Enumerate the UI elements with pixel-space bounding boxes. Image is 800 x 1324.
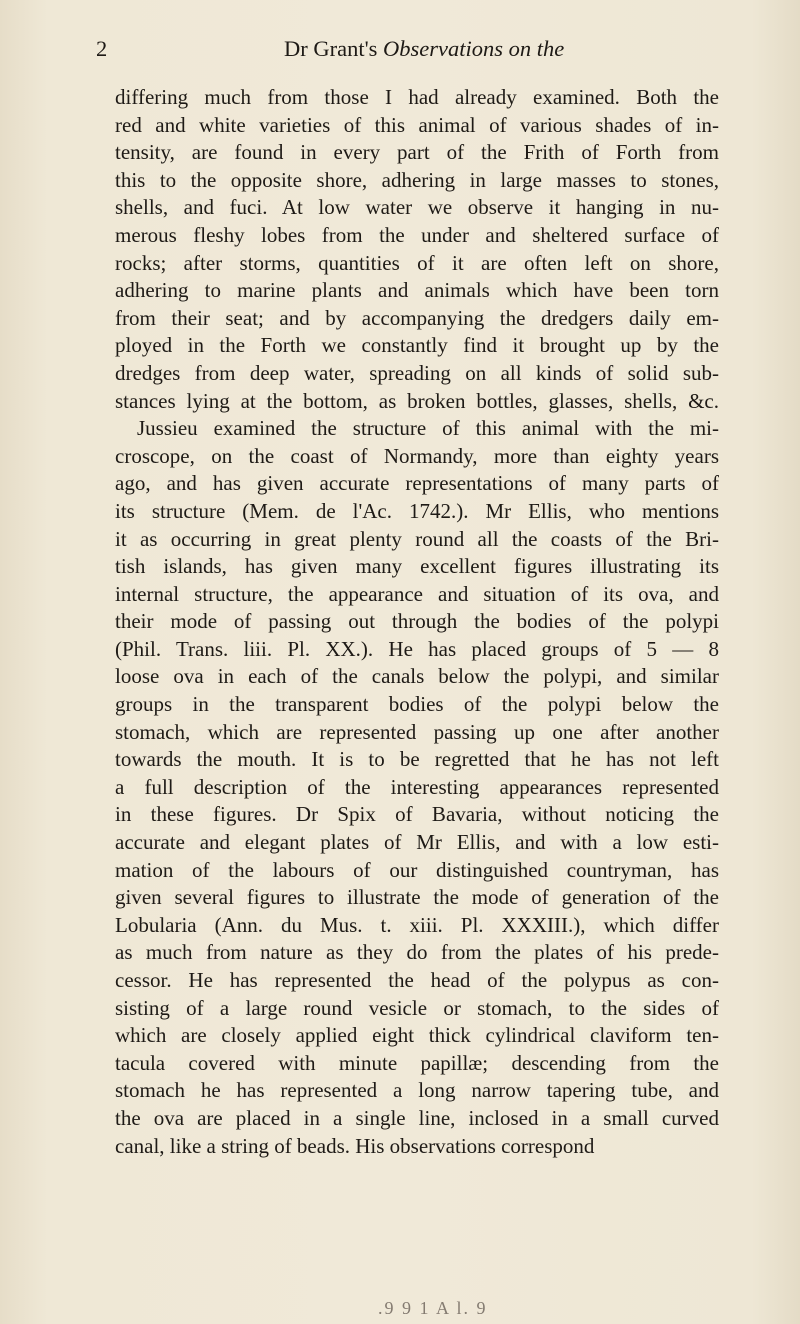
- text-line: tacula covered with minute papillæ; descending from the: [115, 1050, 719, 1075]
- text-line: this to the opposite shore, adhering in large masses to stones,: [115, 167, 719, 192]
- text-line: groups in the transparent bodies of the polypi below the: [115, 692, 719, 717]
- signature-mark: .9 9 1 A l. 9: [378, 1298, 488, 1318]
- text-line: dredges from deep water, spreading on all kinds of solid sub-: [115, 360, 719, 385]
- text-line: internal structure, the appearance and situation of its ova, and: [115, 581, 719, 606]
- text-line: croscope, on the coast of Normandy, more than eighty years: [115, 443, 719, 468]
- text-line: in these figures. Dr Spix of Bavaria, without noticing the: [115, 802, 719, 827]
- text-line: adhering to marine plants and animals which have been torn: [115, 278, 719, 303]
- text-line: the ova are placed in a single line, inclosed in a small curved: [115, 1105, 719, 1130]
- text-line: stomach he has represented a long narrow tapering tube, and: [115, 1078, 719, 1103]
- text-line: stomach, which are represented passing up one after another: [115, 719, 719, 744]
- text-line: shells, and fuci. At low water we observe it hanging in nu-: [115, 195, 719, 220]
- text-line: stances lying at the bottom, as broken bottles, glasses, shells, &c.: [115, 388, 719, 413]
- running-title-author: Dr Grant's: [284, 36, 384, 61]
- text-line: cessor. He has represented the head of the polypus as con-: [115, 968, 719, 992]
- text-line: Lobularia (Ann. du Mus. t. xiii. Pl. XXXIII.), which differ: [115, 912, 719, 937]
- text-line: differing much from those I had already examined. Both the: [115, 85, 719, 109]
- text-line: (Phil. Trans. liii. Pl. XX.). He has placed groups of 5 — 8: [115, 636, 719, 661]
- text-line: canal, like a string of beads. His observations correspond: [115, 1133, 595, 1158]
- text-line: its structure (Mem. de l'Ac. 1742.). Mr Ellis, who mentions: [115, 498, 719, 523]
- text-line: towards the mouth. It is to be regretted that he has not left: [115, 747, 719, 772]
- text-line: mation of the labours of our distinguished countryman, has: [115, 857, 719, 882]
- text-line: tensity, are found in every part of the Frith of Forth from: [115, 140, 719, 165]
- text-line: given several figures to illustrate the mode of generation of the: [115, 885, 719, 910]
- text-line: from their seat; and by accompanying the dredgers daily em-: [115, 305, 719, 330]
- text-line: red and white varieties of this animal of various shades of in-: [115, 112, 719, 137]
- text-line: ployed in the Forth we constantly find it brought up by the: [115, 333, 719, 358]
- text-line: ago, and has given accurate representations of many parts of: [115, 471, 719, 496]
- text-line: which are closely applied eight thick cylindrical claviform ten-: [115, 1023, 719, 1048]
- page-number: 2: [96, 36, 108, 61]
- text-line: as much from nature as they do from the plates of his prede-: [115, 940, 719, 965]
- text-line: merous fleshy lobes from the under and sheltered surface of: [115, 222, 719, 247]
- text-line: sisting of a large round vesicle or stomach, to the sides of: [115, 995, 719, 1020]
- running-title-italic: Observations on the: [383, 36, 565, 61]
- text-line: it as occurring in great plenty round all the coasts of the Bri-: [115, 526, 719, 551]
- text-line: tish islands, has given many excellent figures illustrating its: [115, 554, 719, 579]
- body-text: [115, 84, 719, 1160]
- text-line: rocks; after storms, quantities of it are often left on shore,: [115, 250, 719, 275]
- text-line: their mode of passing out through the bodies of the polypi: [115, 609, 719, 634]
- text-line: accurate and elegant plates of Mr Ellis, and with a low esti-: [115, 830, 719, 855]
- page-header: [96, 36, 716, 68]
- text-line: loose ova in each of the canals below the polypi, and similar: [115, 664, 719, 689]
- text-line: a full description of the interesting appearances represented: [115, 774, 719, 799]
- running-title: [284, 36, 564, 62]
- text-line: Jussieu examined the structure of this animal with the mi-: [137, 416, 719, 441]
